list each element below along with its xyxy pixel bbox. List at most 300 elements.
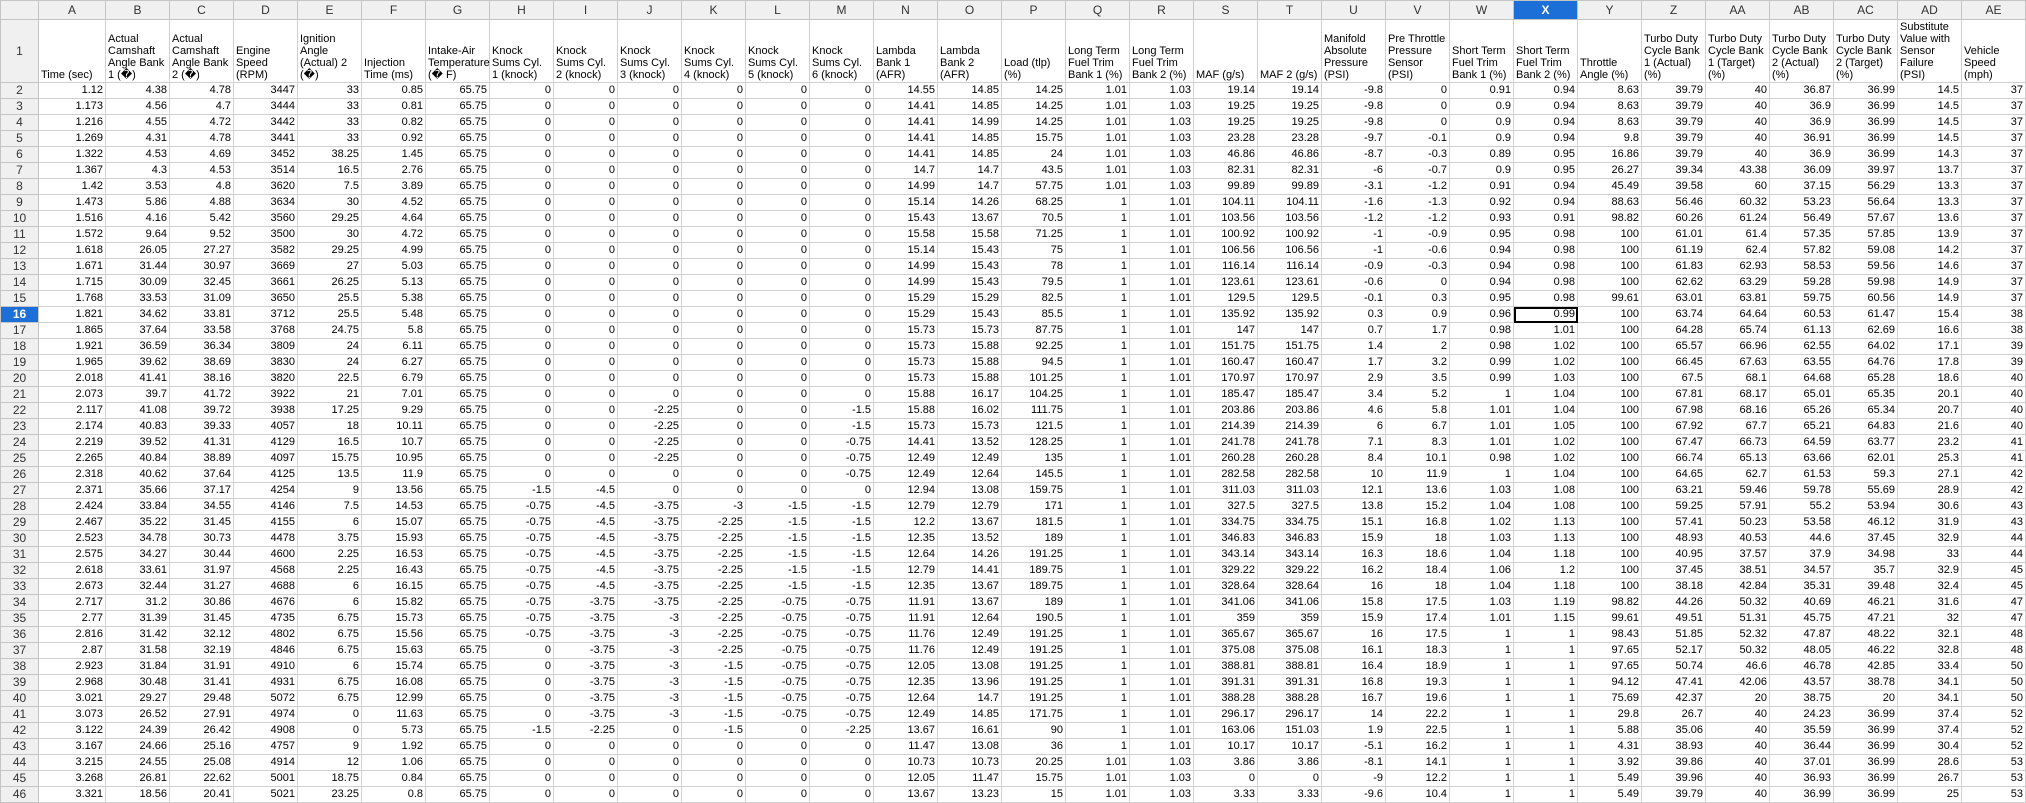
cell[interactable]: 0.8 <box>362 787 426 803</box>
cell[interactable]: -1.5 <box>746 499 810 515</box>
cell[interactable]: 1.01 <box>1130 691 1194 707</box>
cell[interactable]: 0 <box>490 675 554 691</box>
cell[interactable]: 67.7 <box>1706 419 1770 435</box>
cell[interactable]: 0 <box>490 643 554 659</box>
cell[interactable]: 1.03 <box>1130 147 1194 163</box>
cell[interactable]: 1.01 <box>1130 195 1194 211</box>
cell[interactable]: 37.01 <box>1770 755 1834 771</box>
cell[interactable]: 4.56 <box>106 99 170 115</box>
cell[interactable]: 14.99 <box>874 275 938 291</box>
cell[interactable]: 6.79 <box>362 371 426 387</box>
cell[interactable]: 48 <box>1962 627 2026 643</box>
cell[interactable]: 33.4 <box>1898 659 1962 675</box>
cell[interactable]: 1.01 <box>1130 371 1194 387</box>
cell[interactable]: 106.56 <box>1258 243 1322 259</box>
cell[interactable]: 0 <box>554 371 618 387</box>
cell[interactable]: 65.75 <box>426 227 490 243</box>
cell[interactable]: 0 <box>618 339 682 355</box>
cell[interactable]: 10 <box>1322 467 1386 483</box>
cell[interactable]: 41.72 <box>170 387 234 403</box>
cell[interactable]: 61.53 <box>1770 467 1834 483</box>
column-header-x[interactable]: X <box>1514 1 1578 20</box>
column-header-p[interactable]: P <box>1002 1 1066 20</box>
cell[interactable]: 13.3 <box>1898 179 1962 195</box>
cell[interactable]: 5.03 <box>362 259 426 275</box>
cell[interactable]: 23.25 <box>298 787 362 803</box>
cell[interactable]: 2.174 <box>39 419 106 435</box>
column-header-g[interactable]: G <box>426 1 490 20</box>
cell[interactable]: 65.35 <box>1834 387 1898 403</box>
cell[interactable]: 41.08 <box>106 403 170 419</box>
cell[interactable]: 1.01 <box>1066 179 1130 195</box>
cell[interactable]: 170.97 <box>1194 371 1258 387</box>
cell[interactable]: 1.01 <box>1130 419 1194 435</box>
cell[interactable]: 0 <box>682 83 746 99</box>
cell[interactable]: 16.15 <box>362 579 426 595</box>
cell[interactable]: 1.01 <box>1130 627 1194 643</box>
cell[interactable]: 26.27 <box>1578 163 1642 179</box>
cell[interactable]: 15.29 <box>938 291 1002 307</box>
cell[interactable]: 1.821 <box>39 307 106 323</box>
cell[interactable]: 14.7 <box>874 163 938 179</box>
cell[interactable]: 0 <box>490 659 554 675</box>
cell[interactable]: 103.56 <box>1194 211 1258 227</box>
row-header-12[interactable]: 12 <box>1 243 39 259</box>
cell[interactable]: 0 <box>618 787 682 803</box>
cell[interactable]: 24.39 <box>106 723 170 739</box>
cell[interactable]: 59.46 <box>1706 483 1770 499</box>
cell[interactable]: 35.66 <box>106 483 170 499</box>
cell[interactable]: 40 <box>1706 707 1770 723</box>
cell[interactable]: 0.98 <box>1514 227 1578 243</box>
cell[interactable]: 35.31 <box>1770 579 1834 595</box>
cell[interactable]: 4.3 <box>106 163 170 179</box>
cell[interactable]: 1.01 <box>1130 723 1194 739</box>
cell[interactable]: 100 <box>1578 275 1642 291</box>
cell[interactable]: 0 <box>746 403 810 419</box>
cell[interactable]: 4.8 <box>170 179 234 195</box>
cell[interactable]: 65.75 <box>426 195 490 211</box>
cell[interactable]: 0 <box>490 195 554 211</box>
cell[interactable]: 27.1 <box>1898 467 1962 483</box>
row-header-46[interactable]: 46 <box>1 787 39 803</box>
cell[interactable]: 38.75 <box>1770 691 1834 707</box>
cell[interactable]: -2.25 <box>682 627 746 643</box>
cell[interactable]: 33 <box>298 99 362 115</box>
header-cell[interactable]: Knock Sums Cyl. 1 (knock) <box>490 20 554 83</box>
cell[interactable]: -0.75 <box>490 499 554 515</box>
cell[interactable]: 0 <box>618 147 682 163</box>
cell[interactable]: 37.64 <box>106 323 170 339</box>
header-cell[interactable]: MAF 2 (g/s) <box>1258 20 1322 83</box>
cell[interactable]: 116.14 <box>1194 259 1258 275</box>
cell[interactable]: 1.01 <box>1450 419 1514 435</box>
cell[interactable]: 65.75 <box>426 691 490 707</box>
row-header-43[interactable]: 43 <box>1 739 39 755</box>
cell[interactable]: 1 <box>1514 739 1578 755</box>
cell[interactable]: 60.32 <box>1706 195 1770 211</box>
cell[interactable]: 14.25 <box>1002 115 1066 131</box>
cell[interactable]: 0 <box>682 243 746 259</box>
column-header-e[interactable]: E <box>298 1 362 20</box>
cell[interactable]: 15.73 <box>874 323 938 339</box>
cell[interactable]: 13.67 <box>938 595 1002 611</box>
cell[interactable]: 15.82 <box>362 595 426 611</box>
cell[interactable]: 59.56 <box>1834 259 1898 275</box>
cell[interactable]: 35.7 <box>1834 563 1898 579</box>
cell[interactable]: 3447 <box>234 83 298 99</box>
cell[interactable]: 1 <box>1066 371 1130 387</box>
cell[interactable]: 1 <box>1514 643 1578 659</box>
cell[interactable]: 0 <box>1386 275 1450 291</box>
cell[interactable]: 0.9 <box>1386 307 1450 323</box>
cell[interactable]: 15.9 <box>1322 611 1386 627</box>
cell[interactable]: 6.27 <box>362 355 426 371</box>
cell[interactable]: 65.75 <box>426 211 490 227</box>
cell[interactable]: -3 <box>618 707 682 723</box>
header-cell[interactable]: Turbo Duty Cycle Bank 1 (Actual) (%) <box>1642 20 1706 83</box>
cell[interactable]: 0 <box>490 243 554 259</box>
column-header-k[interactable]: K <box>682 1 746 20</box>
cell[interactable]: 10.95 <box>362 451 426 467</box>
cell[interactable]: 1.06 <box>362 755 426 771</box>
cell[interactable]: 68.1 <box>1706 371 1770 387</box>
cell[interactable]: 40 <box>1962 387 2026 403</box>
cell[interactable]: 13.08 <box>938 659 1002 675</box>
cell[interactable]: -0.3 <box>1386 259 1450 275</box>
cell[interactable]: 1.7 <box>1322 355 1386 371</box>
cell[interactable]: -1.5 <box>810 547 874 563</box>
cell[interactable]: -0.75 <box>810 627 874 643</box>
cell[interactable]: 19.25 <box>1194 115 1258 131</box>
cell[interactable]: 1.01 <box>1066 163 1130 179</box>
cell[interactable]: 3.5 <box>1386 371 1450 387</box>
cell[interactable]: 4.55 <box>106 115 170 131</box>
cell[interactable]: 12.79 <box>938 499 1002 515</box>
cell[interactable]: 37 <box>1962 83 2026 99</box>
cell[interactable]: 5.8 <box>1386 403 1450 419</box>
cell[interactable]: -1.5 <box>810 531 874 547</box>
cell[interactable]: 63.01 <box>1642 291 1706 307</box>
cell[interactable]: 42 <box>1962 483 2026 499</box>
cell[interactable]: 1.9 <box>1322 723 1386 739</box>
cell[interactable]: 65.75 <box>426 659 490 675</box>
cell[interactable]: 25.3 <box>1898 451 1962 467</box>
cell[interactable]: 4.53 <box>106 147 170 163</box>
cell[interactable]: 1.03 <box>1130 787 1194 803</box>
cell[interactable]: 12.94 <box>874 483 938 499</box>
cell[interactable]: 11.47 <box>874 739 938 755</box>
cell[interactable]: 0.81 <box>362 99 426 115</box>
cell[interactable]: 4.69 <box>170 147 234 163</box>
row-header-31[interactable]: 31 <box>1 547 39 563</box>
cell[interactable]: 1.768 <box>39 291 106 307</box>
cell[interactable]: 13.08 <box>938 739 1002 755</box>
header-cell[interactable]: Knock Sums Cyl. 4 (knock) <box>682 20 746 83</box>
cell[interactable]: 334.75 <box>1258 515 1322 531</box>
cell[interactable]: 1 <box>1450 755 1514 771</box>
cell[interactable]: 67.92 <box>1642 419 1706 435</box>
cell[interactable]: 0 <box>682 115 746 131</box>
cell[interactable]: 365.67 <box>1194 627 1258 643</box>
column-header-a[interactable]: A <box>39 1 106 20</box>
cell[interactable]: -0.75 <box>810 659 874 675</box>
cell[interactable]: 65.01 <box>1770 387 1834 403</box>
cell[interactable]: 0 <box>490 275 554 291</box>
cell[interactable]: 60.56 <box>1834 291 1898 307</box>
cell[interactable]: 16 <box>1322 627 1386 643</box>
cell[interactable]: 0 <box>618 307 682 323</box>
cell[interactable]: 0 <box>490 403 554 419</box>
cell[interactable]: 27 <box>298 259 362 275</box>
cell[interactable]: 65.75 <box>426 643 490 659</box>
cell[interactable]: 30 <box>298 195 362 211</box>
cell[interactable]: 0 <box>810 131 874 147</box>
cell[interactable]: 2.76 <box>362 163 426 179</box>
cell[interactable]: 49.51 <box>1642 611 1706 627</box>
cell[interactable]: -9.6 <box>1322 787 1386 803</box>
cell[interactable]: 1.06 <box>1450 563 1514 579</box>
header-cell[interactable]: Engine Speed (RPM) <box>234 20 298 83</box>
cell[interactable]: 375.08 <box>1194 643 1258 659</box>
cell[interactable]: 32.19 <box>170 643 234 659</box>
cell[interactable]: 46.6 <box>1706 659 1770 675</box>
cell[interactable]: 4129 <box>234 435 298 451</box>
cell[interactable]: 17.4 <box>1386 611 1450 627</box>
cell[interactable]: -8.7 <box>1322 147 1386 163</box>
cell[interactable]: 15.73 <box>938 323 1002 339</box>
cell[interactable]: 65.75 <box>426 131 490 147</box>
cell[interactable]: 1.01 <box>1130 339 1194 355</box>
cell[interactable]: 1 <box>1066 323 1130 339</box>
cell[interactable]: 61.47 <box>1834 307 1898 323</box>
cell[interactable]: 1 <box>1450 643 1514 659</box>
cell[interactable]: 40 <box>1706 723 1770 739</box>
cell[interactable]: 1.04 <box>1450 499 1514 515</box>
cell[interactable]: 0 <box>810 355 874 371</box>
cell[interactable]: 12.79 <box>874 499 938 515</box>
cell[interactable]: 15.73 <box>874 371 938 387</box>
cell[interactable]: 47.87 <box>1770 627 1834 643</box>
cell[interactable]: 17.25 <box>298 403 362 419</box>
cell[interactable]: 121.5 <box>1002 419 1066 435</box>
cell[interactable]: 29.25 <box>298 243 362 259</box>
row-header-3[interactable]: 3 <box>1 99 39 115</box>
cell[interactable]: 1.216 <box>39 115 106 131</box>
cell[interactable]: -1.5 <box>810 563 874 579</box>
cell[interactable]: 0.85 <box>362 83 426 99</box>
cell[interactable]: 0.98 <box>1514 291 1578 307</box>
cell[interactable]: -2.25 <box>554 723 618 739</box>
cell[interactable]: -3.75 <box>618 563 682 579</box>
cell[interactable]: 59.78 <box>1770 483 1834 499</box>
cell[interactable]: 3.122 <box>39 723 106 739</box>
cell[interactable]: 0.92 <box>1450 195 1514 211</box>
cell[interactable]: -0.75 <box>810 435 874 451</box>
row-header-2[interactable]: 2 <box>1 83 39 99</box>
cell[interactable]: 1 <box>1450 707 1514 723</box>
cell[interactable]: 1.92 <box>362 739 426 755</box>
cell[interactable]: 8.4 <box>1322 451 1386 467</box>
cell[interactable]: 32.9 <box>1898 563 1962 579</box>
cell[interactable]: 28.9 <box>1898 483 1962 499</box>
cell[interactable]: 0.96 <box>1450 307 1514 323</box>
cell[interactable]: 31.84 <box>106 659 170 675</box>
cell[interactable]: 0 <box>682 355 746 371</box>
header-cell[interactable]: Knock Sums Cyl. 5 (knock) <box>746 20 810 83</box>
cell[interactable]: -1.5 <box>746 531 810 547</box>
cell[interactable]: 27.27 <box>170 243 234 259</box>
cell[interactable]: 1 <box>1066 211 1130 227</box>
cell[interactable]: 65.75 <box>426 595 490 611</box>
cell[interactable]: 5.42 <box>170 211 234 227</box>
cell[interactable]: 16.6 <box>1898 323 1962 339</box>
cell[interactable]: 65.75 <box>426 291 490 307</box>
cell[interactable]: 14.41 <box>874 115 938 131</box>
cell[interactable]: 12.79 <box>874 563 938 579</box>
cell[interactable]: -0.75 <box>810 707 874 723</box>
cell[interactable]: 0 <box>554 739 618 755</box>
cell[interactable]: 39.79 <box>1642 99 1706 115</box>
cell[interactable]: 37.4 <box>1898 723 1962 739</box>
cell[interactable]: 1 <box>1066 435 1130 451</box>
row-header-8[interactable]: 8 <box>1 179 39 195</box>
cell[interactable]: 38.51 <box>1706 563 1770 579</box>
cell[interactable]: 104.11 <box>1194 195 1258 211</box>
cell[interactable]: 98.82 <box>1578 595 1642 611</box>
cell[interactable]: 1 <box>1066 483 1130 499</box>
cell[interactable]: 5.88 <box>1578 723 1642 739</box>
cell[interactable]: 0 <box>1258 771 1322 787</box>
cell[interactable]: 10.11 <box>362 419 426 435</box>
cell[interactable]: 0 <box>746 307 810 323</box>
cell[interactable]: 100 <box>1578 515 1642 531</box>
cell[interactable]: 4125 <box>234 467 298 483</box>
cell[interactable]: 0 <box>618 259 682 275</box>
cell[interactable]: 39.34 <box>1642 163 1706 179</box>
cell[interactable]: 3.86 <box>1194 755 1258 771</box>
cell[interactable]: 31.97 <box>170 563 234 579</box>
row-header-22[interactable]: 22 <box>1 403 39 419</box>
cell[interactable]: 0 <box>618 755 682 771</box>
cell[interactable]: 1.04 <box>1514 403 1578 419</box>
cell[interactable]: 163.06 <box>1194 723 1258 739</box>
cell[interactable]: 37 <box>1962 163 2026 179</box>
cell[interactable]: 0 <box>490 131 554 147</box>
cell[interactable]: 0 <box>682 275 746 291</box>
cell[interactable]: 9 <box>298 739 362 755</box>
cell[interactable]: 100 <box>1578 323 1642 339</box>
cell[interactable]: 189.75 <box>1002 563 1066 579</box>
cell[interactable]: 15.43 <box>938 307 1002 323</box>
cell[interactable]: 34.57 <box>1770 563 1834 579</box>
cell[interactable]: 1.03 <box>1130 771 1194 787</box>
cell[interactable]: 57.35 <box>1770 227 1834 243</box>
cell[interactable]: -8.1 <box>1322 755 1386 771</box>
cell[interactable]: -4.5 <box>554 531 618 547</box>
cell[interactable]: 67.5 <box>1642 371 1706 387</box>
cell[interactable]: 1.01 <box>1130 467 1194 483</box>
cell[interactable]: 0 <box>746 259 810 275</box>
cell[interactable]: 16.86 <box>1578 147 1642 163</box>
column-header-h[interactable]: H <box>490 1 554 20</box>
cell[interactable]: 15.8 <box>1322 595 1386 611</box>
cell[interactable]: 0.93 <box>1450 211 1514 227</box>
cell[interactable]: 0 <box>554 355 618 371</box>
cell[interactable]: 97.65 <box>1578 659 1642 675</box>
cell[interactable]: 1 <box>1514 771 1578 787</box>
cell[interactable]: 1 <box>1066 627 1130 643</box>
cell[interactable]: 1 <box>1066 563 1130 579</box>
cell[interactable]: 14.85 <box>938 707 1002 723</box>
cell[interactable]: 1.05 <box>1514 419 1578 435</box>
cell[interactable]: 0 <box>298 723 362 739</box>
cell[interactable]: 151.75 <box>1258 339 1322 355</box>
cell[interactable]: 33 <box>298 131 362 147</box>
cell[interactable]: 33 <box>298 115 362 131</box>
cell[interactable]: 22.62 <box>170 771 234 787</box>
cell[interactable]: 1.01 <box>1130 579 1194 595</box>
cell[interactable]: 18.6 <box>1898 371 1962 387</box>
cell[interactable]: 0 <box>682 259 746 275</box>
cell[interactable]: -2.25 <box>682 595 746 611</box>
cell[interactable]: 1 <box>1066 723 1130 739</box>
cell[interactable]: 56.46 <box>1642 195 1706 211</box>
cell[interactable]: 1.18 <box>1514 579 1578 595</box>
cell[interactable]: 0 <box>746 339 810 355</box>
cell[interactable]: 100 <box>1578 547 1642 563</box>
row-header-7[interactable]: 7 <box>1 163 39 179</box>
cell[interactable]: 37.17 <box>170 483 234 499</box>
cell[interactable]: 38.25 <box>298 147 362 163</box>
cell[interactable]: 52 <box>1962 723 2026 739</box>
cell[interactable]: 6.75 <box>298 611 362 627</box>
cell[interactable]: 0 <box>554 259 618 275</box>
cell[interactable]: 1.01 <box>1130 323 1194 339</box>
cell[interactable]: 0 <box>810 387 874 403</box>
cell[interactable]: 135.92 <box>1258 307 1322 323</box>
row-header-19[interactable]: 19 <box>1 355 39 371</box>
cell[interactable]: -0.75 <box>810 691 874 707</box>
cell[interactable]: 31.42 <box>106 627 170 643</box>
cell[interactable]: 37.9 <box>1770 547 1834 563</box>
cell[interactable]: 63.74 <box>1642 307 1706 323</box>
cell[interactable]: 0 <box>490 307 554 323</box>
header-cell[interactable]: Turbo Duty Cycle Bank 1 (Target) (%) <box>1706 20 1770 83</box>
cell[interactable]: 46.21 <box>1834 595 1898 611</box>
cell[interactable]: 2.816 <box>39 627 106 643</box>
cell[interactable]: 3661 <box>234 275 298 291</box>
cell[interactable]: 4146 <box>234 499 298 515</box>
cell[interactable]: 0.95 <box>1450 227 1514 243</box>
cell[interactable]: -1.6 <box>1322 195 1386 211</box>
cell[interactable]: 57.85 <box>1834 227 1898 243</box>
cell[interactable]: 78 <box>1002 259 1066 275</box>
cell[interactable]: 1 <box>1066 691 1130 707</box>
cell[interactable]: 388.28 <box>1194 691 1258 707</box>
column-header-o[interactable]: O <box>938 1 1002 20</box>
cell[interactable]: 16.53 <box>362 547 426 563</box>
cell[interactable]: 100 <box>1578 499 1642 515</box>
column-header-l[interactable]: L <box>746 1 810 20</box>
cell[interactable]: 0 <box>746 243 810 259</box>
cell[interactable]: 0 <box>554 755 618 771</box>
cell[interactable]: 0.3 <box>1322 307 1386 323</box>
column-header-b[interactable]: B <box>106 1 170 20</box>
cell[interactable]: 31.2 <box>106 595 170 611</box>
cell[interactable]: 0 <box>554 451 618 467</box>
cell[interactable]: 1.01 <box>1514 323 1578 339</box>
